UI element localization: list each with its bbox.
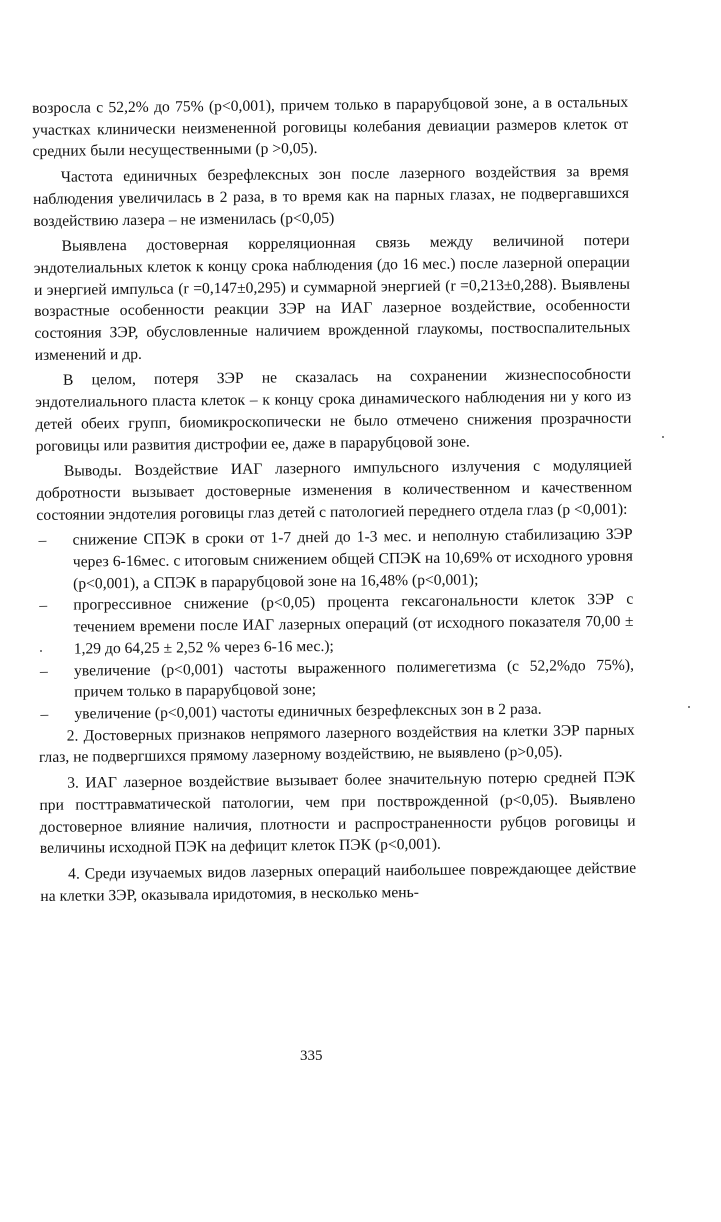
list-item: – увеличение (р<0,001) частоты выраженного полимегетизма (с 52,2%до 75%), причем только в парарубцовой зоне; (74, 654, 634, 703)
scan-speck (688, 706, 690, 708)
paragraph-correlation: Выявлена достоверная корреляционная связь между величиной потери эндотелиальных клеток к концу срока наблюдения (до 16 мес.) после лазерной операции и энергией импульса (r =0,147±0,295) и суммарной энергией (r =0,213±0,288). Выявлены возрастные особенности реакции ЗЭР на ИАГ лазерное воздействие, особенности состояния ЗЭР, обусловленные наличием врожденной глаукомы, поствоспалительных изменений и др. (33, 231, 631, 364)
scan-speck (40, 650, 42, 652)
conclusion-list (37, 524, 635, 726)
body-text (32, 92, 636, 912)
list-item: – снижение СПЭК в сроки от 1-7 дней до 1-3 мес. и неполную стабилизацию ЗЭР через 6-16мес. с итоговым снижением общей СПЭК на 10,69% от исходного уровня (р<0,001), а СПЭК в парарубцовой зоне на 16,48% (р<0,001); (73, 524, 634, 595)
page-number: 335 (300, 1048, 323, 1064)
paragraph-continuation: возросла с 52,2% до 75% (р<0,001), причем только в парарубцовой зоне, а в остальных участках клинически неизмененной роговицы колебания девиации размеров клеток от средних были несущественными (р >0,05). (32, 93, 629, 161)
paragraph-conclusions-intro: Выводы. Воздействие ИАГ лазерного импульсного излучения с модуляцией добротности вызывает достоверные изменения в количественном и качественном состоянии эндотелия роговицы глаз детей с патологией переднего отдела глаз (р <0,001): (36, 456, 633, 524)
scan-speck (662, 436, 664, 438)
conclusion-2: 2. Достоверных признаков непрямого лазерного воздействия на клетки ЗЭР парных глаз, не подвергшихся прямому лазерному воздействию, не выявлено (р>0,05). (38, 721, 635, 767)
conclusion-3: 3. ИАГ лазерное воздействие вызывает более значительную потерю средней ПЭК при посттравматической патологии, чем при постврожденной (р<0,05). Выявлено достоверное влияние наличия, плотности и распространенности рубцов роговицы и величины исходной ПЭК на дефицит клеток ПЭК (р<0,001). (39, 768, 636, 858)
paragraph-frequency: Частота единичных безрефлексных зон после лазерного воздействия за время наблюдения увеличилась в 2 раза, в то время как на парных глазах, не подвергавшихся воздействию лазера – не изменилась (р<0,05) (32, 162, 630, 230)
list-item: – прогрессивное снижение (р<0,05) процента гексагональности клеток ЗЭР с течением времени после ИАГ лазерных операций (от исходного показателя 70,00 ± 1,29 до 64,25 ± 2,52 % через 6-16 мес.); (73, 589, 634, 660)
conclusion-4: 4. Среди изучаемых видов лазерных операций наибольшее повреждающее действие на клетки ЗЭР, оказывала иридотомия, в несколько мень- (40, 859, 637, 905)
list-item: – увеличение (р<0,001) частоты единичных безрефлексных зон в 2 раза. (74, 698, 634, 726)
paragraph-overall: В целом, потеря ЗЭР не сказалась на сохранении жизнеспособности эндотелиального пласта клеток – к концу срока динамического наблюдения ни у кого из детей обеих групп, биомикроскопически не было отмечено снижения прозрачности роговицы или развития дистрофии ее, даже в парарубцовой зоне. (35, 366, 632, 455)
